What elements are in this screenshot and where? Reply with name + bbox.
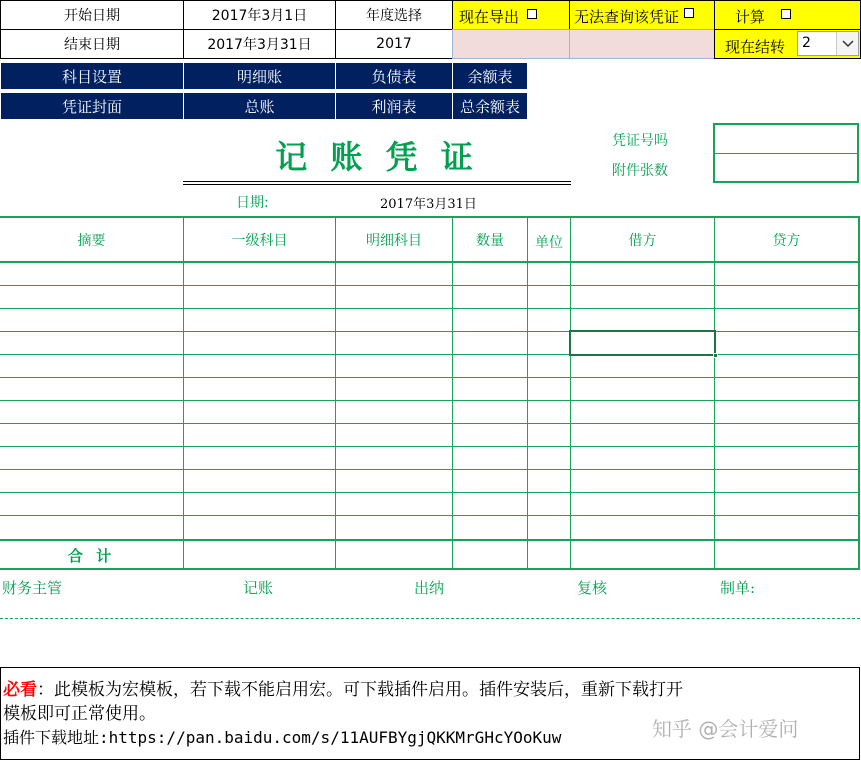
transfer-select[interactable] xyxy=(797,31,859,56)
col-header-debit: 借方 xyxy=(628,232,657,249)
voucher-table xyxy=(0,216,861,570)
sign-bookkeeper: 记账 xyxy=(243,579,274,597)
chevron-down-icon[interactable] xyxy=(836,32,858,55)
row-line xyxy=(0,469,859,470)
nav-voucher-cover[interactable]: 凭证封面 xyxy=(0,92,184,120)
col-header-summary: 摘要 xyxy=(77,232,106,249)
export-now-label: 现在导出 xyxy=(459,8,520,26)
row-line xyxy=(0,377,859,378)
fill-handle[interactable] xyxy=(713,353,718,358)
col-header-credit: 贷方 xyxy=(772,232,801,249)
no-query-cell[interactable] xyxy=(569,0,715,30)
row-line xyxy=(0,515,859,516)
nav-general-ledger[interactable]: 总账 xyxy=(183,92,336,120)
table-bottom-border xyxy=(0,568,859,570)
sign-reviewer: 复核 xyxy=(577,579,608,597)
voucher-box-divider xyxy=(715,153,857,154)
col-line xyxy=(714,216,715,570)
end-date-label: 结束日期 xyxy=(0,29,184,59)
start-date-value[interactable]: 2017年3月1日 xyxy=(183,0,336,30)
col-header-quantity: 数量 xyxy=(476,232,504,249)
row-line xyxy=(0,354,859,355)
calc-label: 计算 xyxy=(735,8,766,26)
col-line xyxy=(570,216,571,570)
transfer-label: 现在结转 xyxy=(725,38,786,56)
table-header-border xyxy=(0,261,859,263)
row-line xyxy=(0,285,859,286)
year-select-label: 年度选择 xyxy=(335,0,453,30)
year-select-value[interactable]: 2017 xyxy=(335,29,453,59)
export-now-cell[interactable] xyxy=(452,0,570,30)
title-underline-2 xyxy=(183,184,571,185)
col-header-detail-account: 明细科目 xyxy=(366,232,422,249)
calc-cell[interactable] xyxy=(714,0,861,30)
col-header-unit: 单位 xyxy=(535,235,563,251)
date-label: 日期: xyxy=(236,195,269,211)
notice-text-1: ：此模板为宏模板，若下载不能启用宏。可下载插件启用。插件安装后，重新下载打开 xyxy=(37,680,683,700)
nav-balance-sheet[interactable]: 负债表 xyxy=(335,62,453,90)
selected-cell[interactable] xyxy=(569,330,716,356)
notice-download-link[interactable]: 插件下载地址:https://pan.baidu.com/s/11AUFBYgjQKKMrGHcYOoKuw xyxy=(3,728,562,747)
voucher-number-box[interactable] xyxy=(713,123,859,183)
row-line xyxy=(0,400,859,401)
col-line xyxy=(335,216,336,570)
nav-balance-table[interactable]: 余额表 xyxy=(452,62,528,90)
sign-finance-supervisor: 财务主管 xyxy=(2,579,63,597)
nav-income-statement[interactable]: 利润表 xyxy=(335,92,453,120)
nav-detail-ledger[interactable]: 明细账 xyxy=(183,62,336,90)
transfer-select-value: 2 xyxy=(802,35,811,51)
total-label: 合 计 xyxy=(67,546,116,565)
attachments-label: 附件张数 xyxy=(612,163,668,179)
no-query-checkbox[interactable] xyxy=(684,8,694,18)
row-line xyxy=(0,423,859,424)
row-line xyxy=(0,446,859,447)
sign-preparer: 制单: xyxy=(720,579,756,597)
voucher-title: 记 账 凭 证 xyxy=(275,138,479,176)
table-right-border xyxy=(858,216,860,570)
end-date-value[interactable]: 2017年3月31日 xyxy=(183,29,336,59)
watermark-text: 知乎 @会计爱问 xyxy=(652,717,799,741)
start-date-label: 开始日期 xyxy=(0,0,184,30)
col-line xyxy=(527,216,528,570)
query-status-cell xyxy=(569,29,715,59)
notice-lead: 必看 xyxy=(3,680,37,700)
col-header-primary-account: 一级科目 xyxy=(231,232,288,249)
notice-line-2: 模板即可正常使用。 xyxy=(3,704,156,724)
cut-line xyxy=(0,618,860,619)
col-line xyxy=(452,216,453,570)
date-value: 2017年3月31日 xyxy=(380,197,477,212)
export-status-cell xyxy=(452,29,570,59)
total-row-border xyxy=(0,539,859,541)
transfer-cell xyxy=(714,29,861,59)
sign-cashier: 出纳 xyxy=(414,579,445,597)
row-line xyxy=(0,308,859,309)
col-line xyxy=(183,216,184,570)
notice-line-1 xyxy=(3,678,859,702)
nav-total-balance-table[interactable]: 总余额表 xyxy=(452,92,528,120)
voucher-number-label: 凭证号吗 xyxy=(612,133,668,149)
title-underline-1 xyxy=(183,181,571,182)
row-line xyxy=(0,492,859,493)
calc-checkbox[interactable] xyxy=(781,9,791,19)
nav-account-settings[interactable]: 科目设置 xyxy=(0,62,184,90)
row-line xyxy=(0,331,859,332)
export-now-checkbox[interactable] xyxy=(527,9,537,19)
no-query-label: 无法查询该凭证 xyxy=(574,8,680,26)
